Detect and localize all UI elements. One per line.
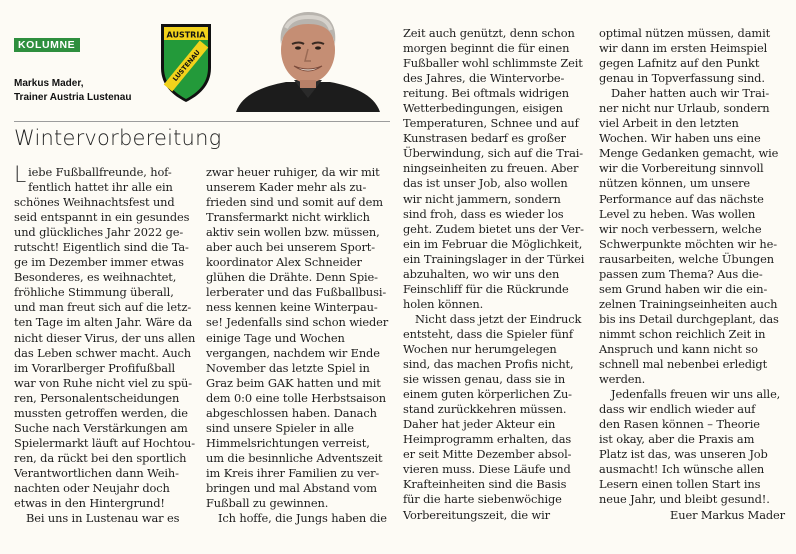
text-line: seid entspannt in ein gesundes	[14, 210, 190, 225]
text-line: vieren muss. Diese Läufe und	[403, 462, 571, 477]
text-line: wir die Vorbereitung sinnvoll	[599, 161, 764, 176]
text-line: sind froh, dass es wieder los	[403, 206, 564, 221]
text-line: Besonderes, es weihnachtet,	[14, 270, 177, 285]
text-line: Verantwortlichen dann Weih-	[14, 465, 179, 480]
text-line: lerberater und das Fußballbusi-	[206, 285, 387, 300]
text-line: war von Ruhe nicht viel zu spü-	[14, 375, 193, 390]
text-line: aktiv sein wollen bzw. müssen,	[206, 225, 380, 240]
text-line: unserem Kader mehr als zu-	[206, 180, 367, 195]
text-line: Platz ist das, was unseren Job	[599, 447, 768, 462]
text-line: sind, das machen Profis nicht,	[403, 357, 574, 372]
text-line: Menge Gedanken gemacht, wie	[599, 146, 779, 161]
text-line: einem guten körperlichen Zu-	[403, 387, 572, 402]
text-line: Wetterbedingungen, eisigen	[403, 101, 563, 116]
text-line: Daher hat jeder Akteur ein	[403, 417, 556, 432]
text-line: Level zu heben. Was wollen	[599, 206, 756, 221]
text-line: schnell mal nebenbei erledigt	[599, 357, 768, 372]
text-line: ten Tage im alten Jahr. Wäre da	[14, 315, 193, 330]
drop-cap: L	[14, 163, 27, 188]
text-line: fentlich hattet ihr alle ein	[28, 180, 173, 195]
author-signature: Euer Markus Mader	[670, 507, 785, 522]
text-line: im Vorarlberger Profifußball	[14, 360, 175, 375]
text-line: Kunstrasen bedarf es großer	[403, 131, 566, 146]
text-line: das ist unser Job, also wollen	[403, 176, 568, 191]
text-line: Performance auf das nächste	[599, 191, 764, 206]
text-line: sind unsere Spieler in alle	[206, 420, 354, 435]
col1-line-0-rest: iebe Fußballfreunde, hof-	[28, 165, 172, 179]
text-line: Vorbereitungszeit, die wir	[403, 507, 550, 522]
text-line: wir nicht jammern, sondern	[403, 191, 561, 206]
text-line: schönes Weihnachtsfest und	[14, 195, 175, 210]
text-line: ein Trainingslager in der Türkei	[403, 251, 585, 266]
text-line: reitung. Bei oftmals widrigen	[403, 86, 570, 101]
svg-text:AUSTRIA: AUSTRIA	[166, 30, 206, 40]
austria-lustenau-crest-logo	[158, 22, 214, 104]
text-line: dass wir endlich wieder auf	[599, 402, 756, 417]
article-column-2	[206, 165, 392, 526]
text-line: ren, Personalentscheidungen	[14, 390, 180, 405]
text-line: wir noch verbessern, welche	[599, 221, 762, 236]
article-column-3	[403, 26, 589, 523]
text-line: zwar heuer ruhiger, da wir mit	[206, 165, 380, 179]
author-name: Markus Mader,	[14, 78, 84, 89]
text-line: ness kennen keine Winterpau-	[206, 300, 378, 315]
text-line: Überwindung, sich auf die Trai-	[403, 146, 583, 161]
text-line: Ich hoffe, die Jungs haben die	[218, 511, 387, 526]
text-line: November das letzte Spiel in	[206, 360, 370, 375]
text-line: nimmt schon reichlich Zeit in	[599, 326, 766, 341]
text-line: vergangen, nachdem wir Ende	[206, 345, 380, 360]
text-line: Himmelsrichtungen verreist,	[206, 435, 370, 450]
svg-text:LUSTENAU: LUSTENAU	[171, 48, 202, 83]
text-line: ge im Dezember immer etwas	[14, 255, 184, 270]
text-line: im Kreis ihrer Familien zu ver-	[206, 465, 380, 480]
text-line: koordinator Alex Schneider	[206, 255, 362, 270]
text-line: Jedenfalls freuen wir uns alle,	[611, 387, 781, 402]
text-line: Temperaturen, Schnee und auf	[403, 116, 579, 131]
text-line: sie wissen genau, dass sie in	[403, 372, 566, 387]
text-line: den Rasen können – Theorie	[599, 417, 760, 432]
text-line: er seit Mitte Dezember absol-	[403, 447, 572, 462]
text-line: se! Jedenfalls sind schon wieder	[206, 315, 389, 330]
text-line: abzuhalten, wo wir uns den	[403, 266, 560, 281]
text-line: bis ins Detail durchgeplant, das	[599, 311, 779, 326]
text-line: gegen Lafnitz auf den Punkt	[599, 56, 760, 71]
text-line: des Jahres, die Wintervorbe-	[403, 71, 565, 86]
text-line: Daher hatten auch wir Trai-	[611, 86, 770, 101]
text-line: stand zurückkehren müssen.	[403, 402, 567, 417]
text-line: Suche nach Verstärkungen am	[14, 420, 188, 435]
article-column-4	[599, 26, 785, 523]
headline-rule	[14, 121, 390, 122]
text-line: Feinschliff für die Rückrunde	[403, 281, 569, 296]
text-line: einige Tage und Wochen	[206, 330, 345, 345]
author-portrait-photo	[228, 8, 388, 112]
text-line: für die harte siebenwöchige	[403, 492, 562, 507]
text-line: bringen und mal Abstand vom	[206, 480, 377, 495]
article-column-1	[14, 165, 200, 526]
text-line: ren, da rückt bei den sportlich	[14, 450, 187, 465]
text-line: Spielermarkt läuft auf Hochtou-	[14, 435, 195, 450]
text-line: rausarbeiten, welche Übungen	[599, 251, 775, 266]
text-line: optimal nützen müssen, damit	[599, 26, 771, 40]
text-line: Zeit auch genützt, denn schon	[403, 26, 575, 40]
text-line: nachten oder Neujahr doch	[14, 480, 170, 495]
text-line: Bei uns in Lustenau war es	[26, 511, 180, 526]
text-line: neue Jahr, und bleibt gesund!.	[599, 492, 770, 507]
text-line: Heimprogramm erhalten, das	[403, 432, 572, 447]
text-line: abgeschlossen haben. Danach	[206, 405, 377, 420]
text-line: Nicht dass jetzt der Eindruck	[415, 311, 582, 326]
text-line: um die besinnliche Adventszeit	[206, 450, 383, 465]
text-line: sem Grund haben wir die ein-	[599, 281, 768, 296]
text-line: ningseinheiten zu freuen. Aber	[403, 161, 579, 176]
text-line: Fußballer wohl schlimmste Zeit	[403, 56, 583, 71]
text-line: viel Arbeit in den letzten	[599, 116, 739, 131]
text-line: Fußball zu gewinnen.	[206, 496, 329, 511]
text-line: Wochen nur herumgelegen	[403, 341, 557, 356]
text-line: aber auch bei unserem Sport-	[206, 240, 375, 255]
text-line: ist okay, aber die Praxis am	[599, 432, 755, 447]
article-headline: Wintervorbereitung	[14, 126, 222, 150]
text-line: glühen die Drähte. Denn Spie-	[206, 270, 378, 285]
text-line: ausmacht! Ich wünsche allen	[599, 462, 765, 477]
author-caption	[14, 77, 131, 105]
text-line: und man freut sich auf die letz-	[14, 300, 192, 315]
text-line: Lesern einen tollen Start ins	[599, 477, 761, 492]
text-line: Schwerpunkte möchten wir he-	[599, 236, 777, 251]
text-line: zelnen Trainingseinheiten auch	[599, 296, 778, 311]
author-role: Trainer Austria Lustenau	[14, 92, 132, 103]
text-line: holen können.	[403, 296, 484, 311]
text-line: Graz beim GAK hatten und mit	[206, 375, 381, 390]
text-line: entsteht, dass die Spieler fünf	[403, 326, 573, 341]
text-line: wir dann im ersten Heimspiel	[599, 41, 768, 56]
text-line: genau in Topverfassung sind.	[599, 71, 765, 86]
text-line: passen zum Thema? Aus die-	[599, 266, 763, 281]
text-line: werden.	[599, 372, 646, 387]
text-line: rutscht! Eigentlich sind die Ta-	[14, 240, 189, 255]
text-line: fröhliche Stimmung überall,	[14, 285, 174, 300]
text-line: Anspruch und kann nicht so	[599, 341, 758, 356]
text-line: morgen beginnt die für einen	[403, 41, 570, 56]
text-line: ner nicht nur Urlaub, sondern	[599, 101, 770, 116]
text-line: dem 0:0 eine tolle Herbstsaison	[206, 390, 387, 405]
text-line: mussten getroffen werden, die	[14, 405, 188, 420]
text-line: nützen können, um unsere	[599, 176, 751, 191]
text-line: das Leben schwer macht. Auch	[14, 345, 192, 360]
text-line: nicht dieser Virus, der uns allen	[14, 330, 196, 345]
text-line: ein im Februar die Möglichkeit,	[403, 236, 583, 251]
kolumne-tag: KOLUMNE	[14, 38, 80, 52]
text-line: Transfermarkt nicht wirklich	[206, 210, 370, 225]
text-line: Wochen. Wir haben uns eine	[599, 131, 761, 146]
text-line: frieden sind und somit auf dem	[206, 195, 383, 210]
text-line: etwas in den Hintergrund!	[14, 496, 165, 511]
text-line: geht. Zudem bietet uns der Ver-	[403, 221, 584, 236]
text-line: und glückliches Jahr 2022 ge-	[14, 225, 184, 240]
text-line: Krafteinheiten sind die Basis	[403, 477, 567, 492]
